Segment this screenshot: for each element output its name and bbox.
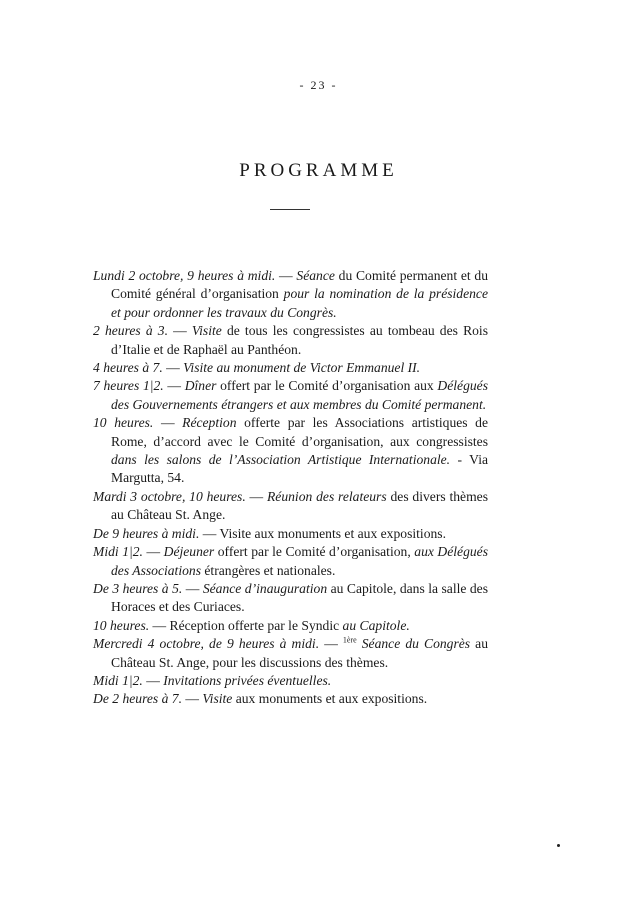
programme-list <box>93 267 488 709</box>
entry-dash: — <box>153 415 183 431</box>
programme-entry <box>93 414 488 488</box>
programme-entry <box>93 580 488 617</box>
entry-text: de tous les congressistes au tombeau des Rois d’Italie et de Raphaël au Panthéon. <box>111 323 488 357</box>
entry-time: Mercredi 4 octobre, de 9 heures à midi. <box>93 636 320 652</box>
entry-text: du Comité permanent et du Comité général d’organisation <box>111 268 489 302</box>
programme-entry <box>93 617 488 635</box>
entry-event: Déjeuner <box>163 544 215 560</box>
entry-time: Mardi 3 octobre, 10 heures. <box>93 488 246 504</box>
entry-dash: — <box>275 268 297 283</box>
entry-event: Dîner <box>184 378 217 394</box>
programme-entry <box>93 359 488 377</box>
entry-time: 10 heures. <box>93 415 154 431</box>
entry-dash: — <box>142 672 164 688</box>
entry-detail: au Capitole. <box>342 617 410 633</box>
entry-event: Séance d’inauguration <box>202 580 328 596</box>
entry-text: des divers thèmes au Château St. Ange. <box>111 488 488 523</box>
entry-dash: — <box>167 323 192 339</box>
programme-entry <box>93 377 488 414</box>
entry-event: Séance <box>296 268 335 283</box>
entry-time: De 9 heures à midi. <box>93 525 200 541</box>
page-title: PROGRAMME <box>239 160 398 181</box>
entry-time: Midi 1|2. <box>93 672 143 688</box>
entry-dash: — <box>319 636 343 652</box>
entry-dash: — <box>245 488 267 504</box>
entry-time: De 3 heures à 5. <box>93 580 183 596</box>
programme-entry <box>93 690 488 708</box>
entry-time: Lundi 2 octobre, 9 heures à midi. <box>93 268 276 283</box>
page-number: - 23 - <box>299 78 338 92</box>
entry-event: Réception <box>182 415 237 431</box>
entry-time: 7 heures 1|2. <box>93 378 164 394</box>
ink-speck <box>557 844 560 847</box>
entry-text: au Capitole, dans la salle des Horaces et des Curiaces. <box>111 580 489 615</box>
entry-text: offert par le Comité d’organisation aux <box>216 378 438 394</box>
entry-detail: dans les salons de l’Association Artistique Internationale. <box>111 452 451 468</box>
entry-dash: — <box>142 544 164 560</box>
entry-time: Midi 1|2. <box>93 544 143 560</box>
entry-dash: — <box>199 525 220 541</box>
entry-time: De 2 heures à 7. <box>93 691 182 707</box>
entry-text: Visite aux monuments et aux expositions. <box>219 525 446 541</box>
entry-event: Invitations privées éventuelles. <box>163 672 332 688</box>
entry-dash: — <box>163 378 185 394</box>
entry-detail: pour la nomination de la présidence et pour ordonner les travaux du Congrès. <box>111 286 488 320</box>
title-divider <box>270 209 310 210</box>
entry-event: Réunion des relateurs <box>266 488 387 504</box>
entry-event: Visite <box>191 323 222 339</box>
programme-entry <box>93 672 488 690</box>
entry-dash: — <box>182 580 203 596</box>
entry-ordinal: 1ère <box>342 635 357 645</box>
entry-event: Visite au monument de Victor Emmanuel II. <box>183 360 421 376</box>
programme-entry <box>93 322 488 359</box>
entry-text-end: étrangères et nationales. <box>201 562 336 578</box>
entry-detail: Délégués des Gouvernements étrangers et aux membres du Comité permanent. <box>111 378 489 412</box>
entry-dash: — <box>181 691 203 707</box>
entry-text: offerte par les Associations artistiques de Rome, d’accord avec le Comité d’organisation, aux congressistes <box>111 415 488 449</box>
entry-text: au Château St. Ange, pour les discussions des thèmes. <box>111 636 488 670</box>
programme-entry <box>93 635 488 672</box>
entry-time: 4 heures à 7. <box>93 360 163 376</box>
entry-address: - Via Margutta, 54. <box>111 452 488 486</box>
programme-entry <box>93 488 488 525</box>
entry-dash: — <box>149 617 170 633</box>
entry-detail: aux Délégués des Associations <box>111 544 489 578</box>
entry-text: offert par le Comité d’organisation, <box>214 544 415 560</box>
entry-event: Visite <box>202 691 233 707</box>
entry-dash: — <box>162 360 184 376</box>
entry-text: aux monuments et aux expositions. <box>232 691 428 707</box>
programme-entry <box>93 543 488 580</box>
programme-entry <box>93 267 488 322</box>
entry-text: Réception offerte par le Syndic <box>169 617 343 633</box>
programme-entry <box>93 525 488 543</box>
entry-time: 10 heures. <box>93 617 150 633</box>
entry-time: 2 heures à 3. <box>93 323 168 339</box>
entry-event: Séance du Congrès <box>356 636 471 652</box>
